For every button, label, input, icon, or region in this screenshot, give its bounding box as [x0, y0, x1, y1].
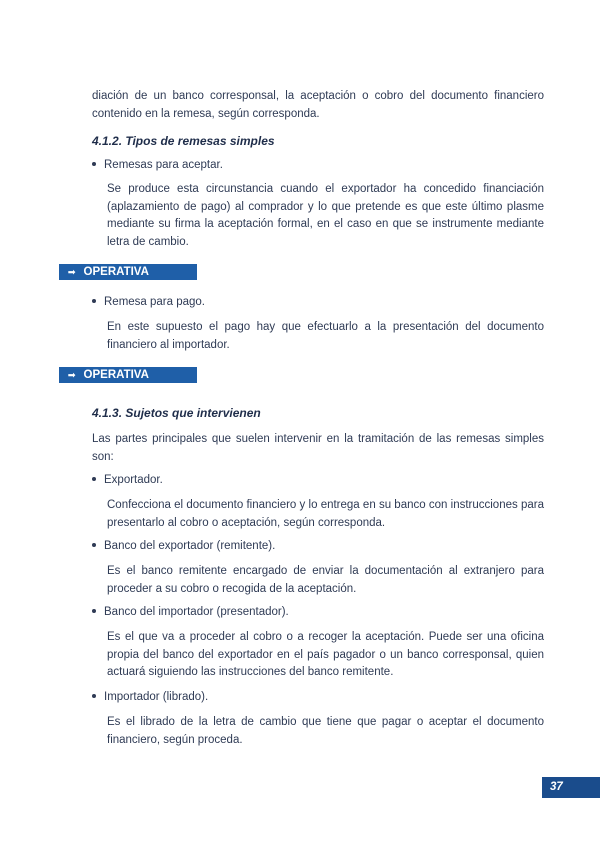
bullet-icon: [92, 162, 96, 166]
bullet-icon: [92, 543, 96, 547]
page-number: 37: [542, 777, 600, 798]
paragraph-partes: Las partes principales que suelen intervenir en la tramitación de las remesas simples son:: [92, 433, 544, 463]
bullet-text: Banco del importador (presentador).: [104, 606, 289, 618]
paragraph-importador: Es el librado de la letra de cambio que tiene que pagar o aceptar el documento financiero, según proceda.: [107, 716, 544, 746]
bullet-item: [92, 157, 544, 174]
bullet-item: [92, 538, 544, 555]
heading-4-1-2: 4.1.2. Tipos de remesas simples: [92, 134, 275, 148]
arrow-right-icon: ➟: [68, 267, 76, 277]
bullet-text: Remesas para aceptar.: [104, 159, 223, 171]
bullet-item: [92, 472, 544, 489]
arrow-right-icon: ➟: [68, 370, 76, 380]
operativa-label: OPERATIVA: [83, 369, 149, 381]
bullet-icon: [92, 299, 96, 303]
paragraph-banco-exportador: Es el banco remitente encargado de enviar la documentación al extranjero para proceder a su cobro o recogida de la aceptación.: [107, 565, 544, 595]
bullet-text: Importador (librado).: [104, 691, 209, 703]
paragraph-remesas-aceptar: Se produce esta circunstancia cuando el exportador ha concedido financiación (aplazamiento de pago) al comprador y lo que pretende es que este último plasme mediante su firma la aceptación formal, en el caso en que se instrumente mediante letra de cambio.: [107, 183, 544, 248]
bullet-item: [92, 604, 544, 621]
paragraph-continuation: diación de un banco corresponsal, la aceptación o cobro del documento financiero contenido en la remesa, según corresponda.: [92, 90, 544, 120]
operativa-label: OPERATIVA: [83, 266, 149, 278]
heading-4-1-3: 4.1.3. Sujetos que intervienen: [92, 406, 261, 420]
bullet-icon: [92, 694, 96, 698]
operativa-banner: [59, 367, 197, 383]
bullet-icon: [92, 609, 96, 613]
paragraph-exportador: Confecciona el documento financiero y lo entrega en su banco con instrucciones para presentarlo al cobro o aceptación, según corresponda.: [107, 499, 544, 529]
bullet-text: Banco del exportador (remitente).: [104, 540, 276, 552]
bullet-text: Exportador.: [104, 474, 163, 486]
bullet-icon: [92, 477, 96, 481]
bullet-item: [92, 294, 544, 311]
bullet-text: Remesa para pago.: [104, 296, 206, 308]
paragraph-remesa-pago: En este supuesto el pago hay que efectuarlo a la presentación del documento financiero al importador.: [107, 321, 544, 351]
bullet-item: [92, 689, 544, 706]
operativa-banner: [59, 264, 197, 280]
paragraph-banco-importador: Es el que va a proceder al cobro o a recoger la aceptación. Puede ser una oficina propia del banco del exportador en el país pagador o un banco corresponsal, quien actuará siguiendo las instrucciones del banco remitente.: [107, 631, 544, 678]
